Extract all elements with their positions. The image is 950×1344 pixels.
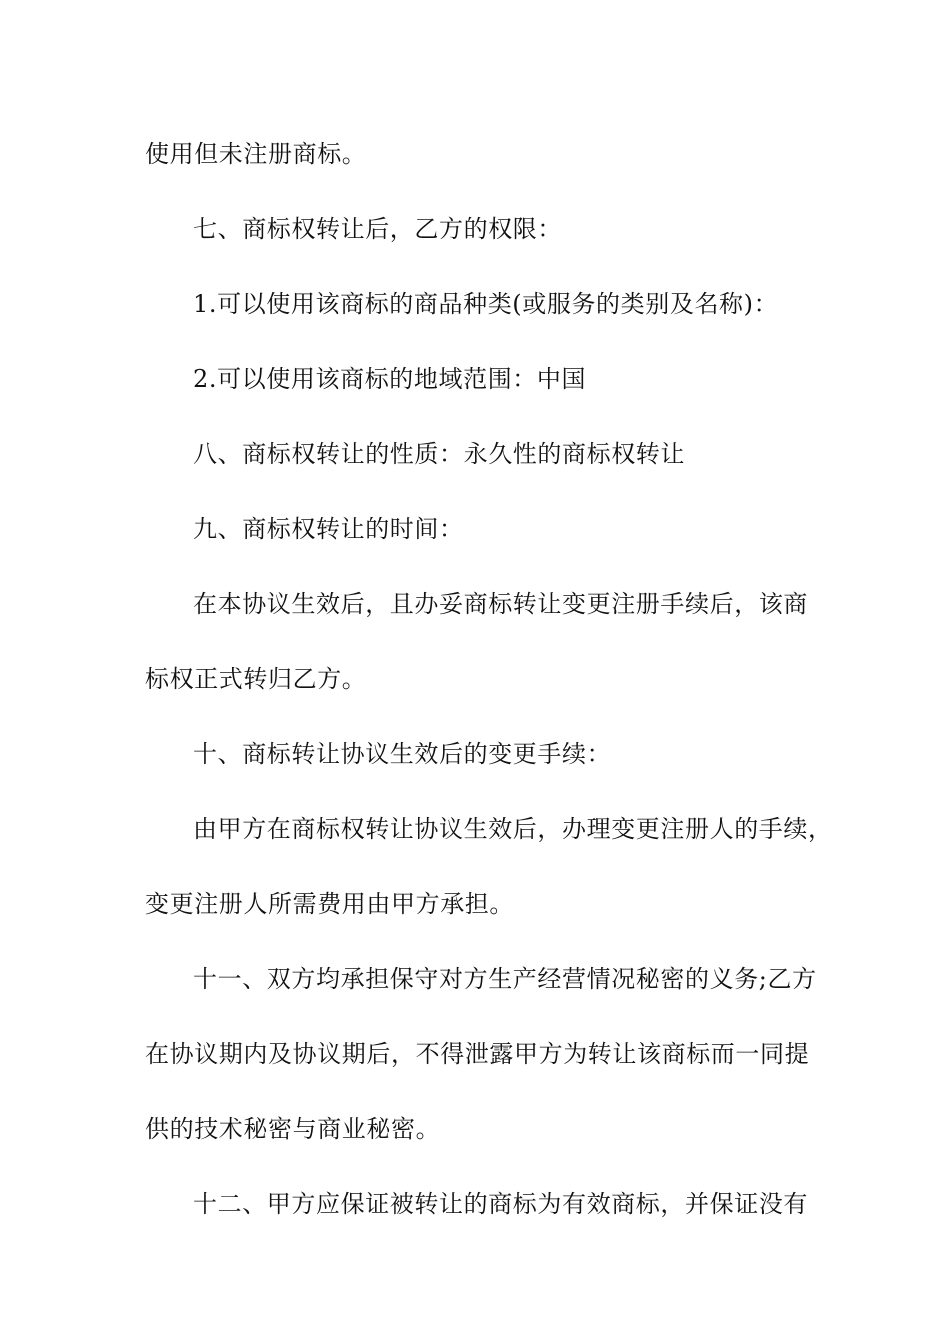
paragraph-line: 2.可以使用该商标的地域范围：中国	[193, 365, 587, 393]
paragraph-line: 在协议期内及协议期后，不得泄露甲方为转让该商标而一同提	[145, 1040, 810, 1068]
paragraph-line: 标权正式转归乙方。	[145, 665, 367, 693]
section-heading: 八、商标权转让的性质：永久性的商标权转让	[193, 440, 685, 468]
paragraph-line: 供的技术秘密与商业秘密。	[145, 1115, 441, 1143]
section-heading: 十二、甲方应保证被转让的商标为有效商标，并保证没有	[193, 1190, 808, 1218]
section-heading: 十、商标转让协议生效后的变更手续：	[193, 740, 612, 768]
paragraph-line: 使用但未注册商标。	[145, 140, 367, 168]
section-heading: 十一、双方均承担保守对方生产经营情况秘密的义务;乙方	[193, 965, 817, 993]
section-heading: 七、商标权转让后，乙方的权限：	[193, 215, 562, 243]
paragraph-line: 由甲方在商标权转让协议生效后，办理变更注册人的手续，	[193, 815, 833, 843]
paragraph-line: 变更注册人所需费用由甲方承担。	[145, 890, 514, 918]
section-heading: 九、商标权转让的时间：	[193, 515, 464, 543]
document-body	[145, 132, 833, 1257]
paragraph-line: 1.可以使用该商标的商品种类(或服务的类别及名称)：	[193, 290, 779, 318]
paragraph-line: 在本协议生效后，且办妥商标转让变更注册手续后，该商	[193, 590, 808, 618]
